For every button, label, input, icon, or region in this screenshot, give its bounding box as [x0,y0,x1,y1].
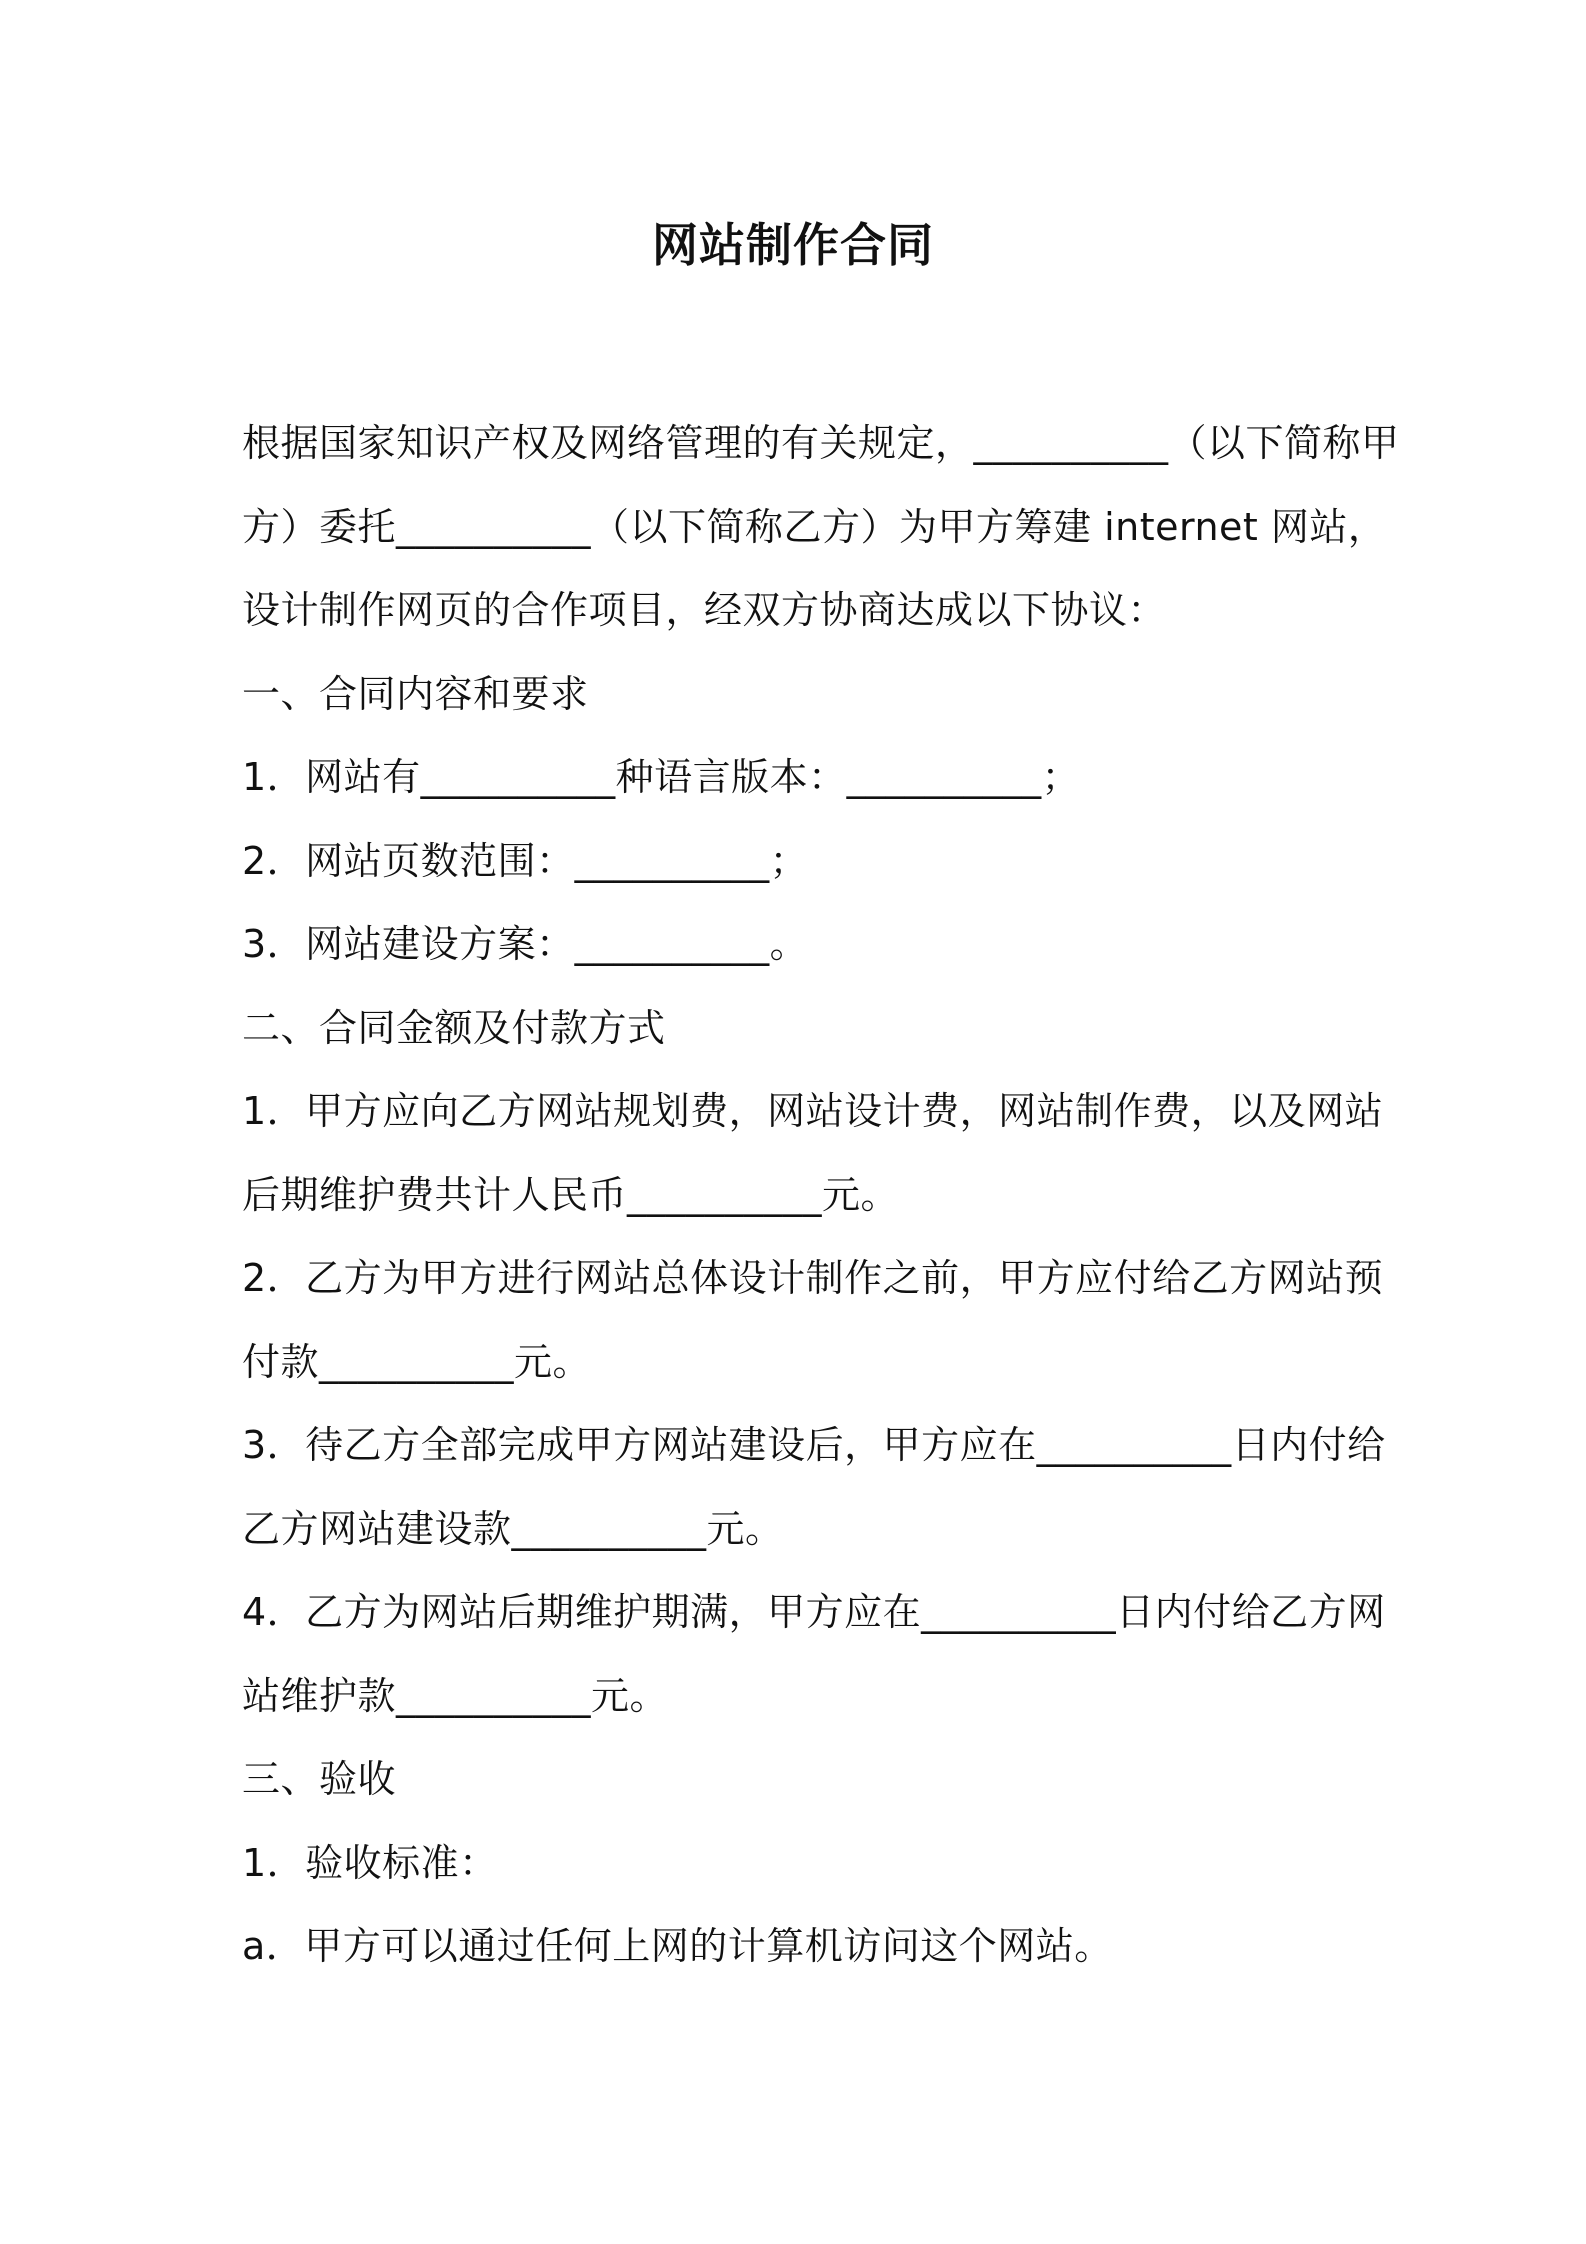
document-body [242,402,1400,1989]
clause-1-1: 1．网站有__________种语言版本：__________； [242,755,1081,799]
clause-1-2: 2．网站页数范围：__________； [242,838,809,883]
document-title: 网站制作合同 [652,218,934,272]
clause-2-4-line-2: 站维护款__________元。 [242,1673,669,1718]
section-heading-2: 二、合同金额及付款方式 [242,1005,666,1050]
clause-3-1: 1．验收标准： [242,1840,498,1885]
intro-line-2: 方）委托__________（以下简称乙方）为甲方筹建 internet 网站， [242,504,1387,549]
intro-line-3: 设计制作网页的合作项目，经双方协商达成以下协议： [242,588,1167,632]
clause-2-1-line-2: 后期维护费共计人民币__________元。 [242,1172,900,1217]
clause-1-3: 3．网站建设方案：__________。 [242,922,809,966]
clause-3-1-a: a．甲方可以通过任何上网的计算机访问这个网站。 [242,1924,1113,1968]
clause-2-3-line-1: 3．待乙方全部完成甲方网站建设后，甲方应在__________日内付给 [242,1423,1386,1467]
clause-2-3-line-2: 乙方网站建设款__________元。 [242,1506,784,1551]
intro-line-1: 根据国家知识产权及网络管理的有关规定，__________（以下简称甲 [242,421,1400,465]
section-heading-3: 三、验收 [242,1757,397,1801]
clause-2-1-line-1: 1．甲方应向乙方网站规划费，网站设计费，网站制作费，以及网站 [242,1089,1384,1133]
clause-2-4-line-1: 4．乙方为网站后期维护期满，甲方应在__________日内付给乙方网 [242,1590,1386,1634]
clause-2-2-line-1: 2．乙方为甲方进行网站总体设计制作之前，甲方应付给乙方网站预 [242,1256,1384,1300]
section-heading-1: 一、合同内容和要求 [242,671,589,716]
clause-2-2-line-2: 付款__________元。 [242,1339,592,1384]
